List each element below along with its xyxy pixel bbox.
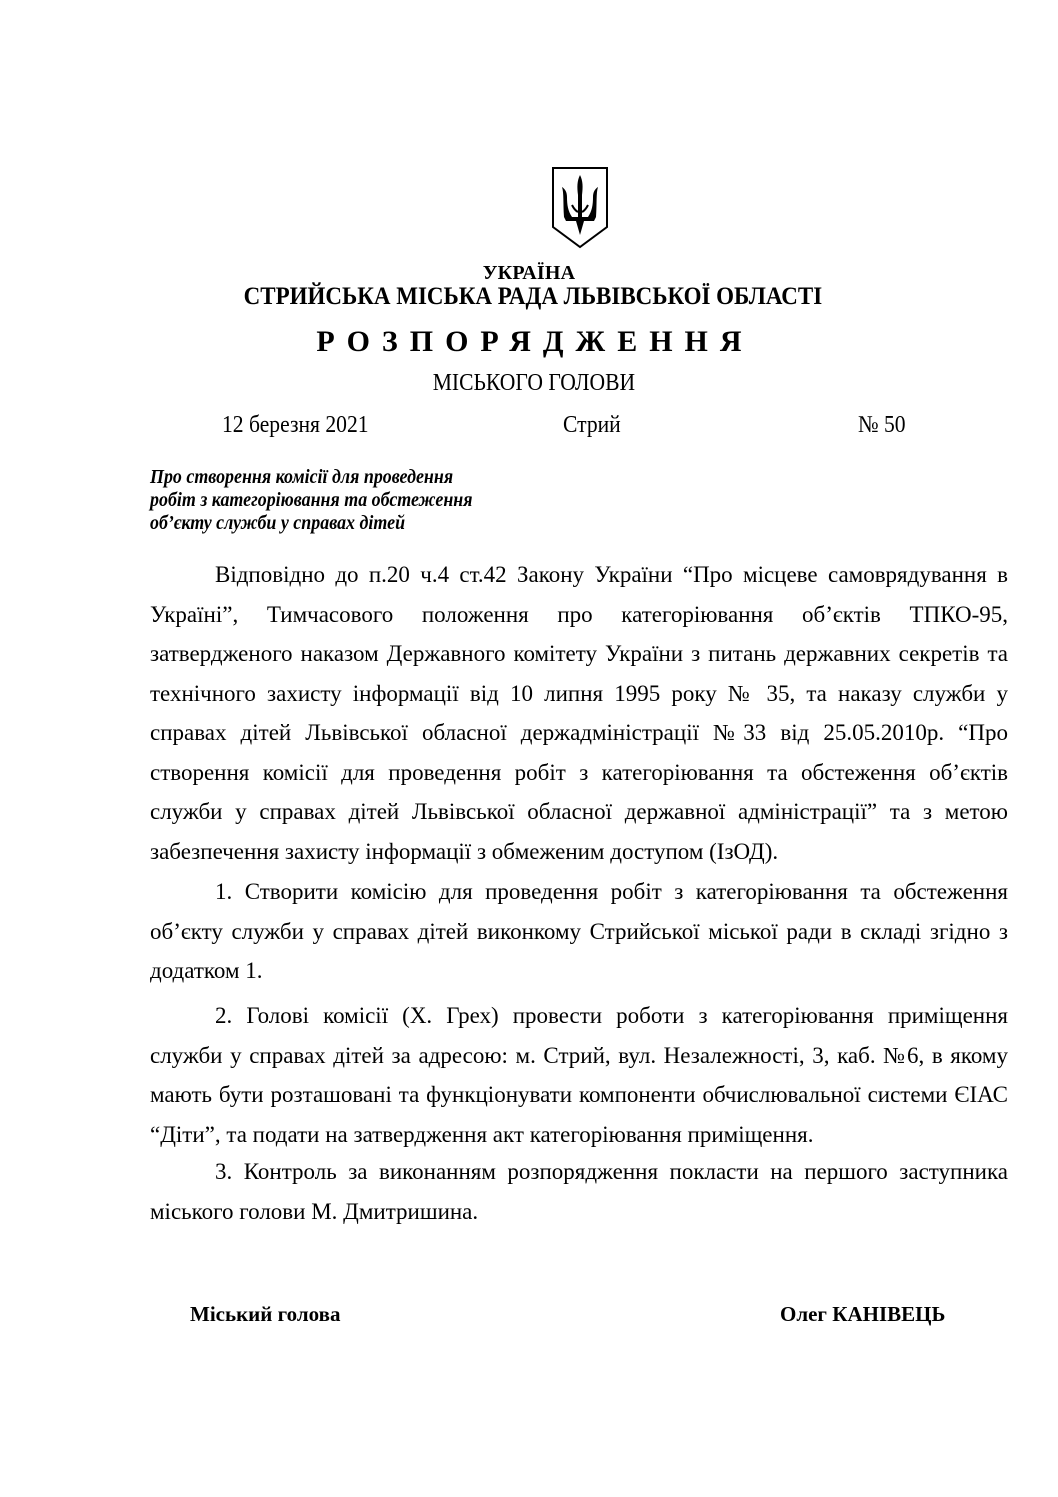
country-heading: УКРАЇНА (482, 262, 576, 284)
council-heading: СТРИЙСЬКА МІСЬКА РАДА ЛЬВІВСЬКОЇ ОБЛАСТІ (243, 283, 823, 310)
subject-block (150, 466, 473, 535)
document-type-heading: РОЗПОРЯДЖЕННЯ (316, 325, 754, 358)
signatory-title: Міський голова (190, 1302, 341, 1326)
subject-line: об’єкту служби у справах дітей (150, 513, 406, 534)
preamble-paragraph (150, 555, 1008, 871)
document-number: № 50 (858, 412, 906, 438)
subject-line: робіт з категоріювання та обстеження (150, 490, 473, 511)
document-date: 12 березня 2021 (222, 412, 369, 438)
order-item-text: 1. Створити комісію для проведення робіт з категоріювання та обстеження об’єкту служби у справах дітей виконкому Стрийської міської ради в складі згідно з додатком 1. (150, 879, 1008, 983)
subject-line: Про створення комісії для проведення (150, 467, 454, 488)
issuer-subtitle: МІСЬКОГО ГОЛОВИ (432, 370, 636, 396)
signatory-name: Олег КАНІВЕЦЬ (780, 1302, 946, 1326)
order-item-2 (150, 996, 1008, 1154)
ukraine-trident-emblem-icon (550, 165, 610, 250)
preamble-text: Відповідно до п.20 ч.4 ст.42 Закону України “Про місцеве самоврядування в Україні”, Тимчасового положення про категоріювання об’єктів ТПКО-95, затвердженого наказом Державного комітету України з питань державних секретів та технічного захисту інформації від 10 липня 1995 року № 35, та наказу служби у справах дітей Львівської обласної держадміністрації №33 від 25.05.2010р. “Про створення комісії для проведення робіт з категоріювання та обстеження об’єктів служби у справах дітей Львівської обласної державної адміністрації” та з метою забезпечення захисту інформації з обмеженим доступом (ІзОД). (150, 562, 1008, 864)
order-item-1 (150, 872, 1008, 991)
order-item-3 (150, 1152, 1008, 1231)
order-item-text: 2. Голові комісії (Х. Грех) провести роботи з категоріювання приміщення служби у справах дітей за адресою: м. Стрий, вул. Незалежності, 3, каб. №6, в якому мають бути розташовані та функціонувати компоненти обчислювальної системи ЄІАС “Діти”, та подати на затвердження акт категоріювання приміщення. (150, 1003, 1008, 1147)
order-item-text: 3. Контроль за виконанням розпорядження покласти на першого заступника міського голови М. Дмитришина. (150, 1159, 1008, 1224)
document-city: Стрий (563, 412, 621, 438)
